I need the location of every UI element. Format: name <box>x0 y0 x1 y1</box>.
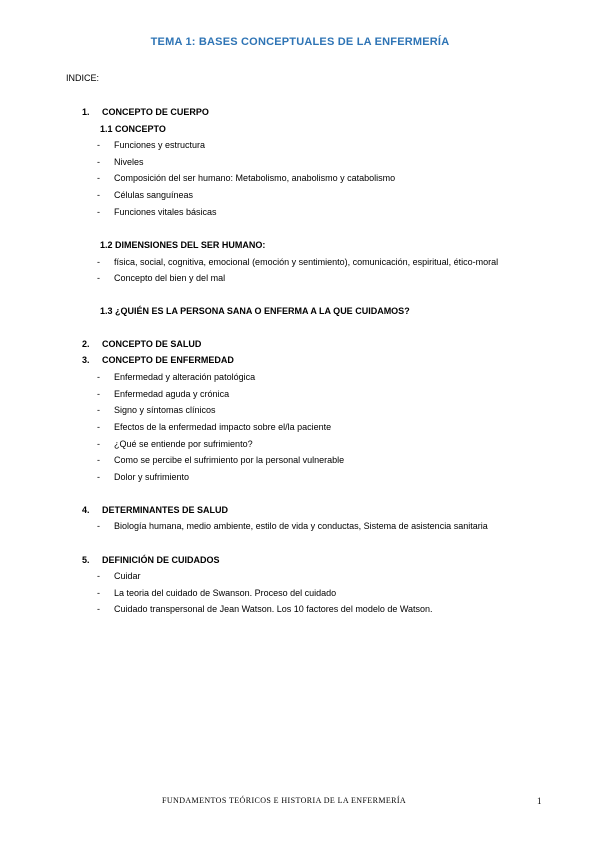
subsection-heading: 1.3 ¿QUIÉN ES LA PERSONA SANA O ENFERMA A LA QUE CUIDAMOS? <box>100 306 410 316</box>
bullet-dash: - <box>97 571 100 581</box>
list-item: Concepto del bien y del mal <box>114 273 226 283</box>
bullet-dash: - <box>97 455 100 465</box>
list-item: Células sanguíneas <box>114 190 194 200</box>
document-title: TEMA 1: BASES CONCEPTUALES DE LA ENFERMERÍA <box>150 36 450 48</box>
section-number: 2. <box>82 339 90 349</box>
bullet-dash: - <box>97 389 100 399</box>
bullet-dash: - <box>97 472 100 482</box>
page-footer: FUNDAMENTOS TEÓRICOS E HISTORIA DE LA ENFERMERÍA <box>162 796 407 805</box>
list-item: Biología humana, medio ambiente, estilo de vida y conductas, Sistema de asistencia sanitaria <box>114 521 488 531</box>
bullet-dash: - <box>97 173 100 183</box>
bullet-dash: - <box>97 257 100 267</box>
section-heading: DETERMINANTES DE SALUD <box>102 505 229 515</box>
bullet-dash: - <box>97 439 100 449</box>
list-item: física, social, cognitiva, emocional (emoción y sentimiento), comunicación, espiritual, ético-moral <box>114 257 499 267</box>
section-heading: CONCEPTO DE ENFERMEDAD <box>102 355 234 365</box>
page-number: 1 <box>537 796 542 806</box>
list-item: Enfermedad y alteración patológica <box>114 372 256 382</box>
list-item: Niveles <box>114 157 144 167</box>
section-number: 3. <box>82 355 90 365</box>
list-item: Funciones vitales básicas <box>114 207 217 217</box>
subsection-heading: 1.1 CONCEPTO <box>100 124 166 134</box>
list-item: Como se percibe el sufrimiento por la personal vulnerable <box>114 455 345 465</box>
bullet-dash: - <box>97 140 100 150</box>
list-item: Efectos de la enfermedad impacto sobre el/la paciente <box>114 422 332 432</box>
list-item: Cuidado transpersonal de Jean Watson. Los 10 factores del modelo de Watson. <box>114 604 433 614</box>
bullet-dash: - <box>97 273 100 283</box>
list-item: Composición del ser humano: Metabolismo, anabolismo y catabolismo <box>114 173 396 183</box>
list-item: Cuidar <box>114 571 141 581</box>
list-item: La teoria del cuidado de Swanson. Proceso del cuidado <box>114 588 337 598</box>
list-item: Signo y síntomas clínicos <box>114 405 216 415</box>
bullet-dash: - <box>97 207 100 217</box>
bullet-dash: - <box>97 190 100 200</box>
list-item: Enfermedad aguda y crónica <box>114 389 230 399</box>
bullet-dash: - <box>97 521 100 531</box>
section-number: 1. <box>82 107 90 117</box>
section-heading: CONCEPTO DE SALUD <box>102 339 202 349</box>
section-number: 4. <box>82 505 90 515</box>
index-label: INDICE: <box>66 73 100 83</box>
section-heading: DEFINICIÓN DE CUIDADOS <box>102 555 220 565</box>
bullet-dash: - <box>97 157 100 167</box>
list-item: Funciones y estructura <box>114 140 206 150</box>
subsection-heading: 1.2 DIMENSIONES DEL SER HUMANO: <box>100 240 266 250</box>
bullet-dash: - <box>97 588 100 598</box>
list-item: ¿Qué se entiende por sufrimiento? <box>114 439 253 449</box>
bullet-dash: - <box>97 372 100 382</box>
bullet-dash: - <box>97 405 100 415</box>
bullet-dash: - <box>97 422 100 432</box>
section-heading: CONCEPTO DE CUERPO <box>102 107 209 117</box>
section-number: 5. <box>82 555 90 565</box>
list-item: Dolor y sufrimiento <box>114 472 190 482</box>
bullet-dash: - <box>97 604 100 614</box>
